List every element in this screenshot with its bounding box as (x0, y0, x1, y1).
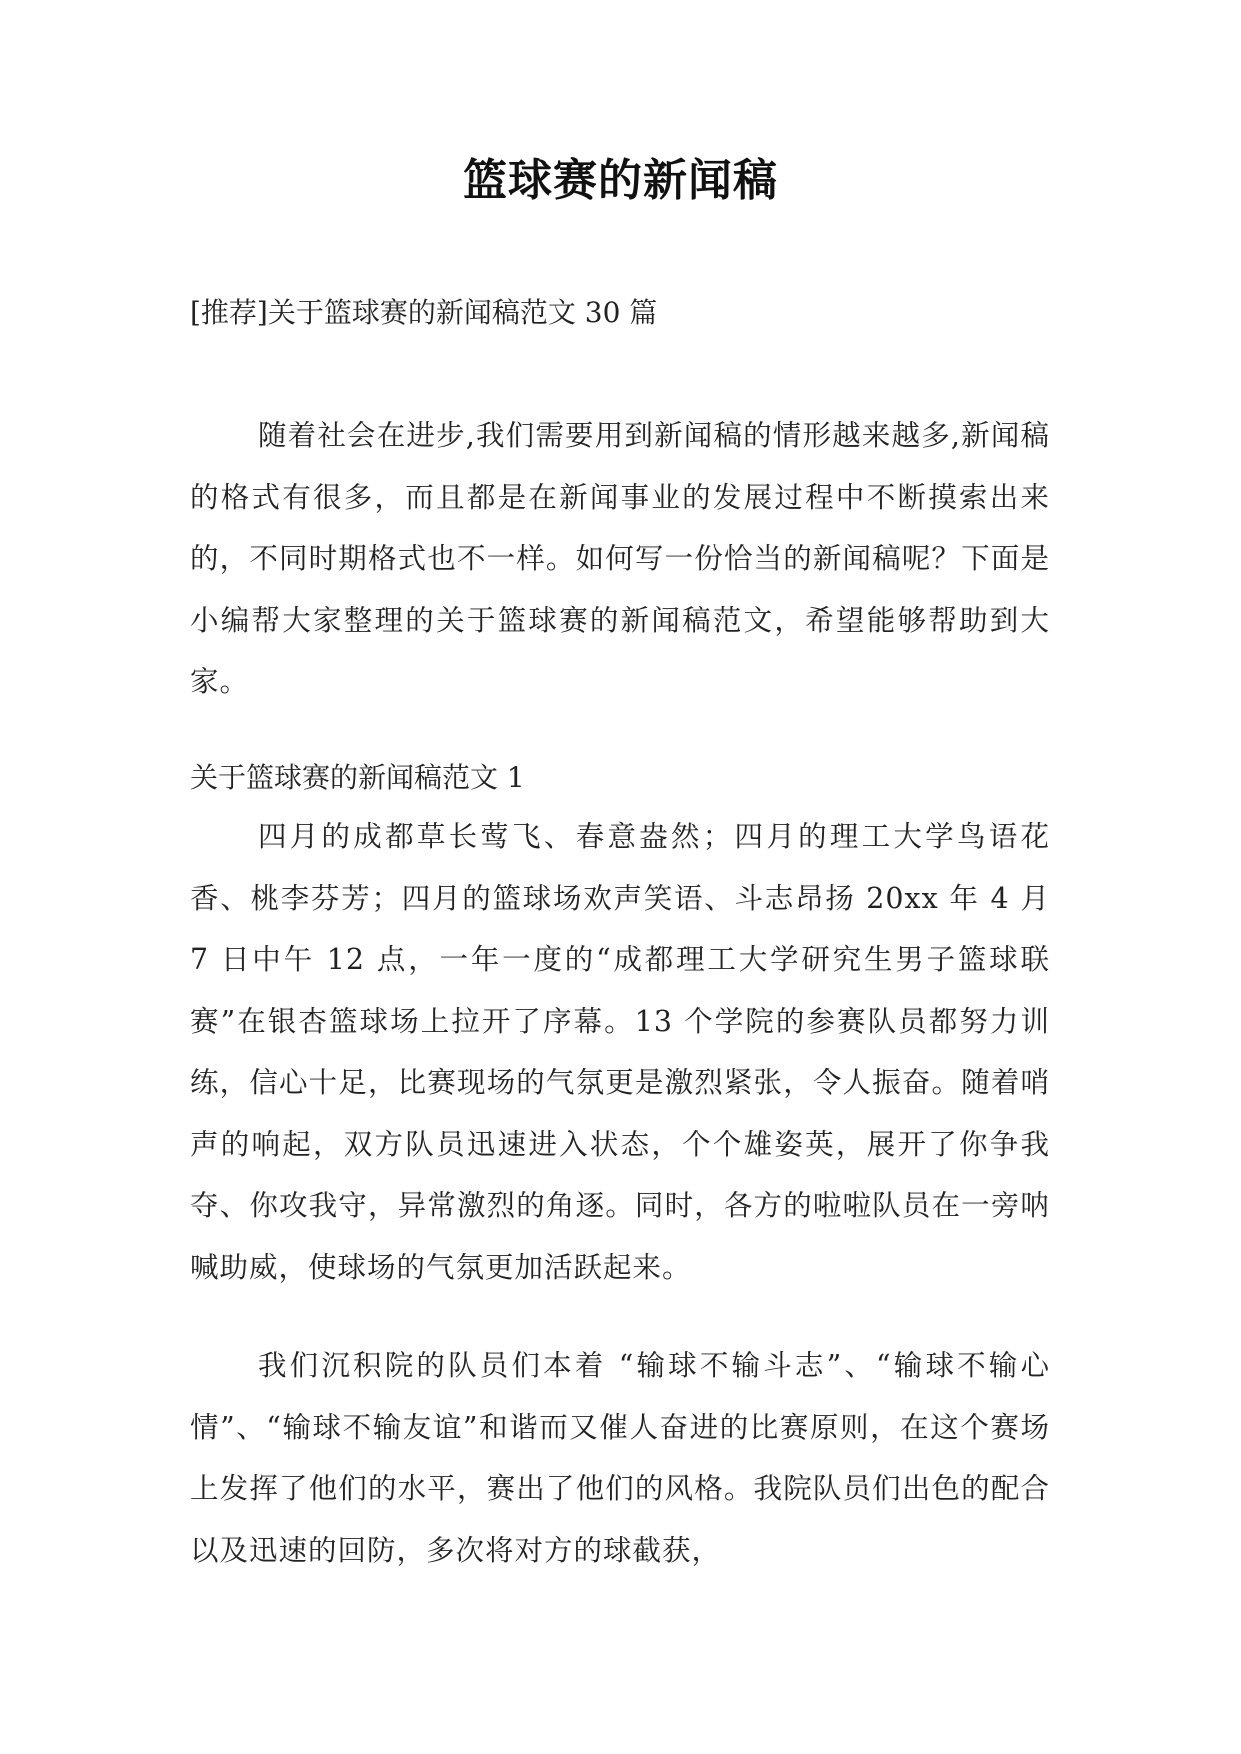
body-paragraph: 四月的成都草长莺飞、春意盎然；四月的理工大学鸟语花香、桃李芬芳；四月的篮球场欢声笑语、斗志昂扬 20xx 年 4 月 7 日中午 12 点，一年一度的“成都理工大学研究生男子篮球联赛”在银杏篮球场上拉开了序幕。13 个学院的参赛队员都努力训练，信心十足，比赛现场的气氛更是激烈紧张，令人振奋。随着哨声的响起，双方队员迅速进入状态，个个雄姿英，展开了你争我夺、你攻我守，异常激烈的角逐。同时，各方的啦啦队员在一旁呐喊助威，使球场的气氛更加活跃起来。 (190, 820, 1050, 1284)
document-subtitle: [推荐]关于篮球赛的新闻稿范文 30 篇 (190, 296, 658, 329)
section-heading: 关于篮球赛的新闻稿范文 1 (190, 761, 525, 794)
intro-paragraph: 随着社会在进步,我们需要用到新闻稿的情形越来越多,新闻稿的格式有很多，而且都是在新闻事业的发展过程中不断摸索出来的，不同时期格式也不一样。如何写一份恰当的新闻稿呢？下面是小编帮大家整理的关于篮球赛的新闻稿范文，希望能够帮助到大家。 (190, 419, 1050, 698)
document-title: 篮球赛的新闻稿 (463, 155, 778, 206)
body-paragraph: 我们沉积院的队员们本着 “输球不输斗志”、“输球不输心情”、“输球不输友谊”和谐而又催人奋进的比赛原则，在这个赛场上发挥了他们的水平，赛出了他们的风格。我院队员们出色的配合以及迅速的回防，多次将对方的球截获， (190, 1349, 1050, 1567)
